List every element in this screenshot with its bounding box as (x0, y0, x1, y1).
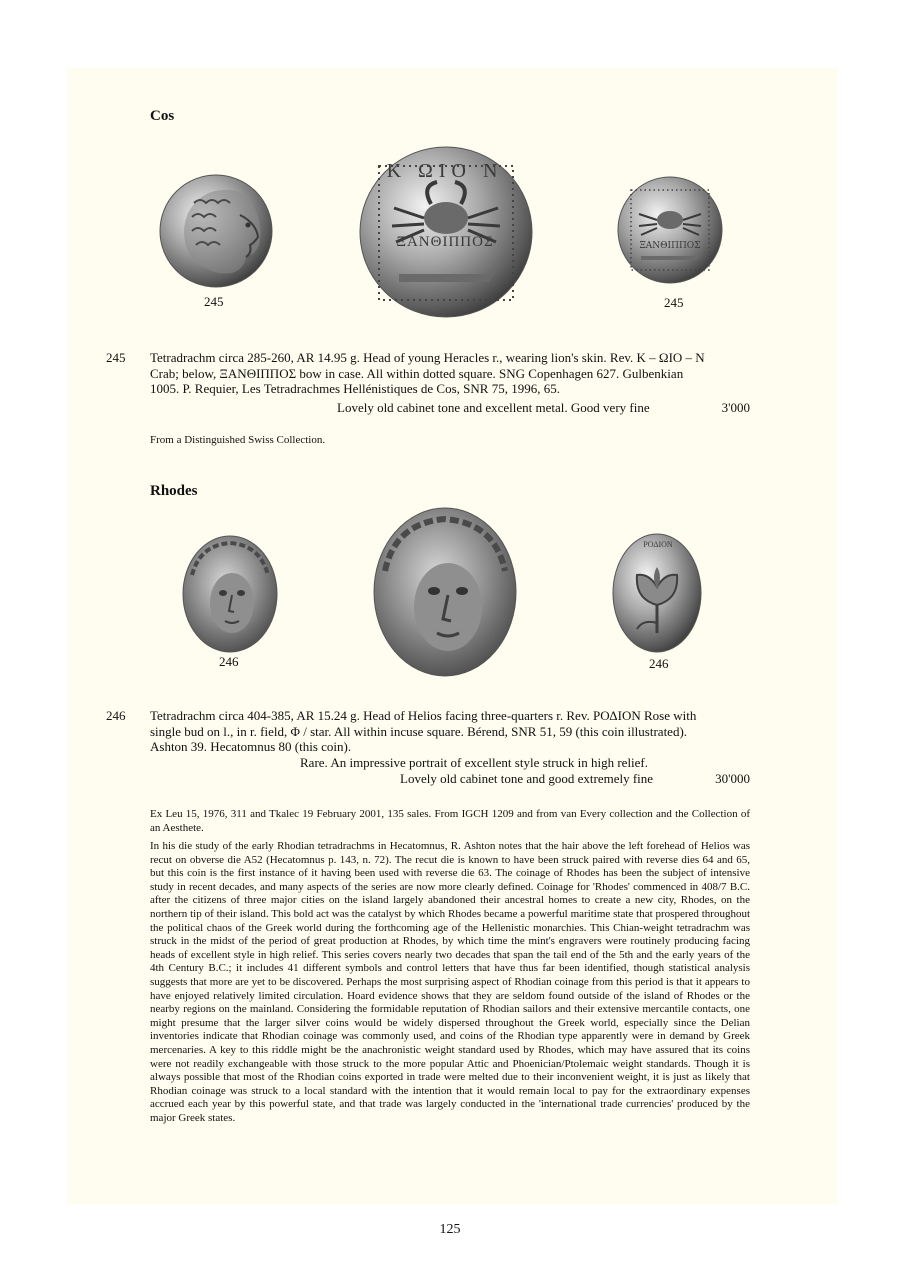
lot-rarity: Rare. An impressive portrait of excellent style struck in high relief. (300, 755, 649, 770)
rhodes-reverse-legend: ΡΟΔΙΟΝ (643, 540, 673, 549)
description-line: Crab; below, ΞΑΝΘΙΠΠΟΣ bow in case. All within dotted square. SNG Copenhagen 627. Gulbenkian (150, 365, 684, 381)
rhodes-reverse-caption: 246 (649, 656, 669, 671)
lot-essay: In his die study of the early Rhodian tetradrachms in Hecatomnus, R. Ashton notes that the hair above the left forehead of Helios was recut on obverse die A52 (Hecatomnus p. 143, n. 72). The recut die is known to have been struck paired with reverse dies 64 and 65, but this coin is the first instance of it having been used with reverse die 63. The coinage of Rhodes has been the subject of intensive study in recent decades, and many aspects of the series are now more clearly defined. Coinage for 'Rhodes' commenced in 408/7 B.C. after the citizens of three major cities on the island largely abandoned their ancestral homes to create a new city, Rhodes, on the northern tip of their island. This bold act was the catalyst by which Rhodes became a powerful maritime state that prospered throughout the political chaos of the Greek world during the forthcoming age of the Hellenistic monarchies. This Chian-weight tetradrachm was struck in the midst of the period of great production at Rhodes, by which time the mint's engravers were routinely producing facing heads of excellent style in high relief. This series covers nearly two decades that span the tail end of the 5th and the early years of the 4th Century B.C.; it includes 41 different symbols and control letters that have thus far been identified, though statistical analysis suggests that more are yet to be discovered. Perhaps the most surprising aspect of Rhodian coinage from this period is that it appears to have enjoyed relatively limited circulation. Hoard evidence shows that they are seldom found outside of the island of Rhodes or the nearby regions on the mainland. Considering the formidable reputation of Rhodian sailors and their extensive mercantile contacts, one might presume that the larger silver coins would be widely dispersed throughout the Greek world, especially since the Delian inventories indicate that Rhodian coinage was commonly used, and coins of the Rhodian type apparently were in demand by Greek mercenaries. A key to this riddle might be the anachronistic weight standard used by Rhodes, which may have assured that its coins were not readily exchangeable with those struck to the more popular Attic and Phoenician/Ptolemaic weight standards. Though it is always possible that most of the Rhodian coins exported in trade were melted due to their inconvenient weight, it is just as likely that Rhodian coinage was struck to a local standard with the intention that it would remain local to pay for the extraordinary expenses accrued each year by this powerful state, and that trade was largely conducted in the 'international trade currencies' produced by the major Greek states. (150, 840, 750, 1124)
lot-provenance: Ex Leu 15, 1976, 311 and Tkalec 19 February 2001, 135 sales. From IGCH 1209 and from van Every collection and the Collection of an Aesthete. (150, 808, 750, 834)
description-line: Ashton 39. Hecatomnus 80 (this coin). (150, 739, 352, 754)
description-line: Tetradrachm circa 285-260, AR 14.95 g. Head of young Heracles r., wearing lion's skin. Rev. Κ – ΩΙΟ – Ν (150, 350, 705, 365)
cos-reverse-coin-image (617, 176, 723, 284)
lot-description (150, 350, 750, 397)
cos-reverse-legend-bottom: ΞΑΝΘΙΠΠΟΣ (396, 234, 494, 250)
lot-estimate: 30'000 (715, 771, 750, 786)
lot-provenance: From a Distinguished Swiss Collection. (150, 434, 326, 446)
description-line: single bud on l., in r. field, Φ / star. All within incuse square. Bérend, SNR 51, 59 (this coin illustrated). (150, 723, 688, 739)
description-line: 1005. P. Requier, Les Tetradrachmes Hellénistiques de Cos, SNR 75, 1996, 65. (150, 381, 560, 396)
cos-obverse-caption: 245 (204, 294, 224, 309)
rhodes-obverse-coin-image (182, 535, 278, 653)
lot-grade: Lovely old cabinet tone and excellent metal. Good very fine (337, 400, 650, 415)
page-number: 125 (439, 1222, 461, 1237)
cos-reverse-caption: 245 (664, 295, 684, 310)
lot-grade: Lovely old cabinet tone and good extremely fine (400, 771, 654, 786)
svg-text:ΞΑΝΘΙΠΠΟΣ: ΞΑΝΘΙΠΠΟΣ (639, 241, 701, 251)
section-heading-rhodes: Rhodes (150, 483, 198, 499)
lot-description (150, 708, 750, 755)
section-heading-cos: Cos (150, 108, 175, 124)
rhodes-obverse-caption: 246 (219, 654, 239, 669)
lot-number: 245 (106, 350, 126, 365)
description-line: Tetradrachm circa 404-385, AR 15.24 g. Head of Helios facing three-quarters r. Rev. ΡΟΔΙΟΝ Rose with (150, 708, 697, 723)
cos-reverse-legend-top: Κ ΩΙΟ Ν (386, 160, 504, 182)
rhodes-reverse-coin-image (612, 533, 702, 653)
rhodes-obverse-enlarged-coin-image (373, 507, 517, 678)
lot-estimate: 3'000 (721, 400, 750, 415)
cos-obverse-coin-image (158, 173, 274, 289)
lot-number: 246 (106, 708, 126, 723)
